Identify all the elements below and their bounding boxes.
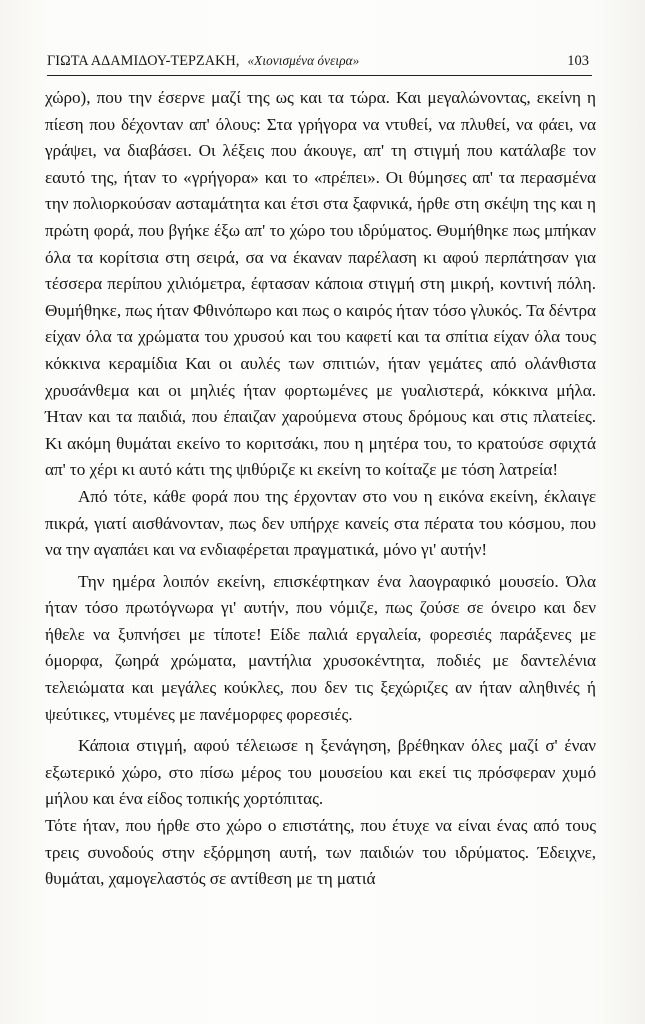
paragraph-5: Τότε ήταν, που ήρθε στο χώρο ο επιστάτης, που έτυχε να είναι ένας από τους τρεις συνοδούς στην εξόρμηση αυτή, των παιδιών του ιδρύματος. Έδειχνε, θυμάται, χαμογελαστός σε αντίθεση με τη ματιά (45, 816, 596, 889)
book-title: «Χιονισμένα όνειρα» (247, 53, 360, 68)
running-head (47, 44, 592, 76)
paragraph-1: χώρο), που την έσερνε μαζί της ως και τα τώρα. Και μεγαλώνοντας, εκείνη η πίεση που δέχονταν απ' όλους: Στα γρήγορα να ντυθεί, να πλυθεί, να φάει, να γράψει, να διαβάσει. Οι λέξεις που άκουγε, απ' τη στιγμή που κατάλαβε τον εαυτό της, ήταν το «γρήγορα» και το «πρέπει». Οι θύμησες απ' τα περασμένα την πολιορκούσαν ασταμάτητα και έτσι στα ξαφνικά, ήρθε στη σκέψη της και η πρώτη φορά, που βγήκε έξω απ' το χώρο του ιδρύματος. Θυμήθηκε πως μπήκαν όλα τα κορίτσια στη σειρά, σα να έκαναν παρέλαση κι αφού περπάτησαν για τέσσερα περίπου χιλιόμετρα, έφτασαν κάποια στιγμή στη μικρή, κοντινή πόλη. Θυμήθηκε, πως ήταν Φθινόπωρο και πως ο καιρός ήταν τόσο γλυκός. Τα δέντρα είχαν όλα τα χρώματα του χρυσού και του καφετί και τα σπίτια είχαν όλα τους κόκκινα κεραμίδια Και οι αυλές των σπιτιών, ήταν γεμάτες από ολάνθιστα χρυσάνθεμα και οι μηλιές ήταν φορτωμένες με γυαλιστερά, κόκκινα μήλα. Ήταν και τα παιδιά, που έπαιζαν χαρούμενα στους δρόμους και στις πλατείες. Κι ακόμη θυμάται εκείνο το κοριτσάκι, που η μητέρα του, το κρατούσε σφιχτά απ' το χέρι κι αυτό κάτι της ψιθύριζε κι εκείνη το κοίταζε με τόση λατρεία! (45, 88, 596, 480)
paragraph-4: Κάποια στιγμή, αφού τέλειωσε η ξενάγηση, βρέθηκαν όλες μαζί σ' έναν εξωτερικό χώρο, στο πίσω μέρος του μουσείου και εκεί τις πρόσφεραν χυμό μήλου και ένα είδος τοπικής χορτόπιτας. (45, 736, 596, 809)
body-text (45, 85, 596, 893)
paragraph-2: Από τότε, κάθε φορά που της έρχονταν στο νου η εικόνα εκείνη, έκλαιγε πικρά, γιατί αισθάνονταν, πως δεν υπήρχε κανείς στα πέρατα του κόσμου, που να την αγαπάει και να ενδιαφέρεται πραγματικά, μόνο γι' αυτήν! (45, 486, 596, 560)
author-name: ΓΙΩΤΑ ΑΔΑΜΙΔΟΥ-ΤΕΡΖΑΚΗ, (47, 53, 240, 69)
page-number: 103 (567, 53, 589, 69)
paragraph-3: Την ημέρα λοιπόν εκείνη, επισκέφτηκαν ένα λαογραφικό μουσείο. Όλα ήταν τόσο πρωτόγνωρα γι' αυτήν, που νόμιζε, πως ζούσε σε όνειρο και δεν ήθελε να ξυπνήσει με τίποτε! Είδε παλιά εργαλεία, φορεσιές παράξενες με όμορφα, ζωηρά χρώματα, μαντήλια χρυσοκέντητα, ποδιές με δαντελένια τελειώματα και μεγάλες κούκλες, που δεν τις ξεχώριζες αν ήταν αληθινές ή ψεύτικες, ντυμένες με πανέμορφες φορεσιές. (45, 571, 596, 724)
running-head-left (47, 53, 359, 70)
